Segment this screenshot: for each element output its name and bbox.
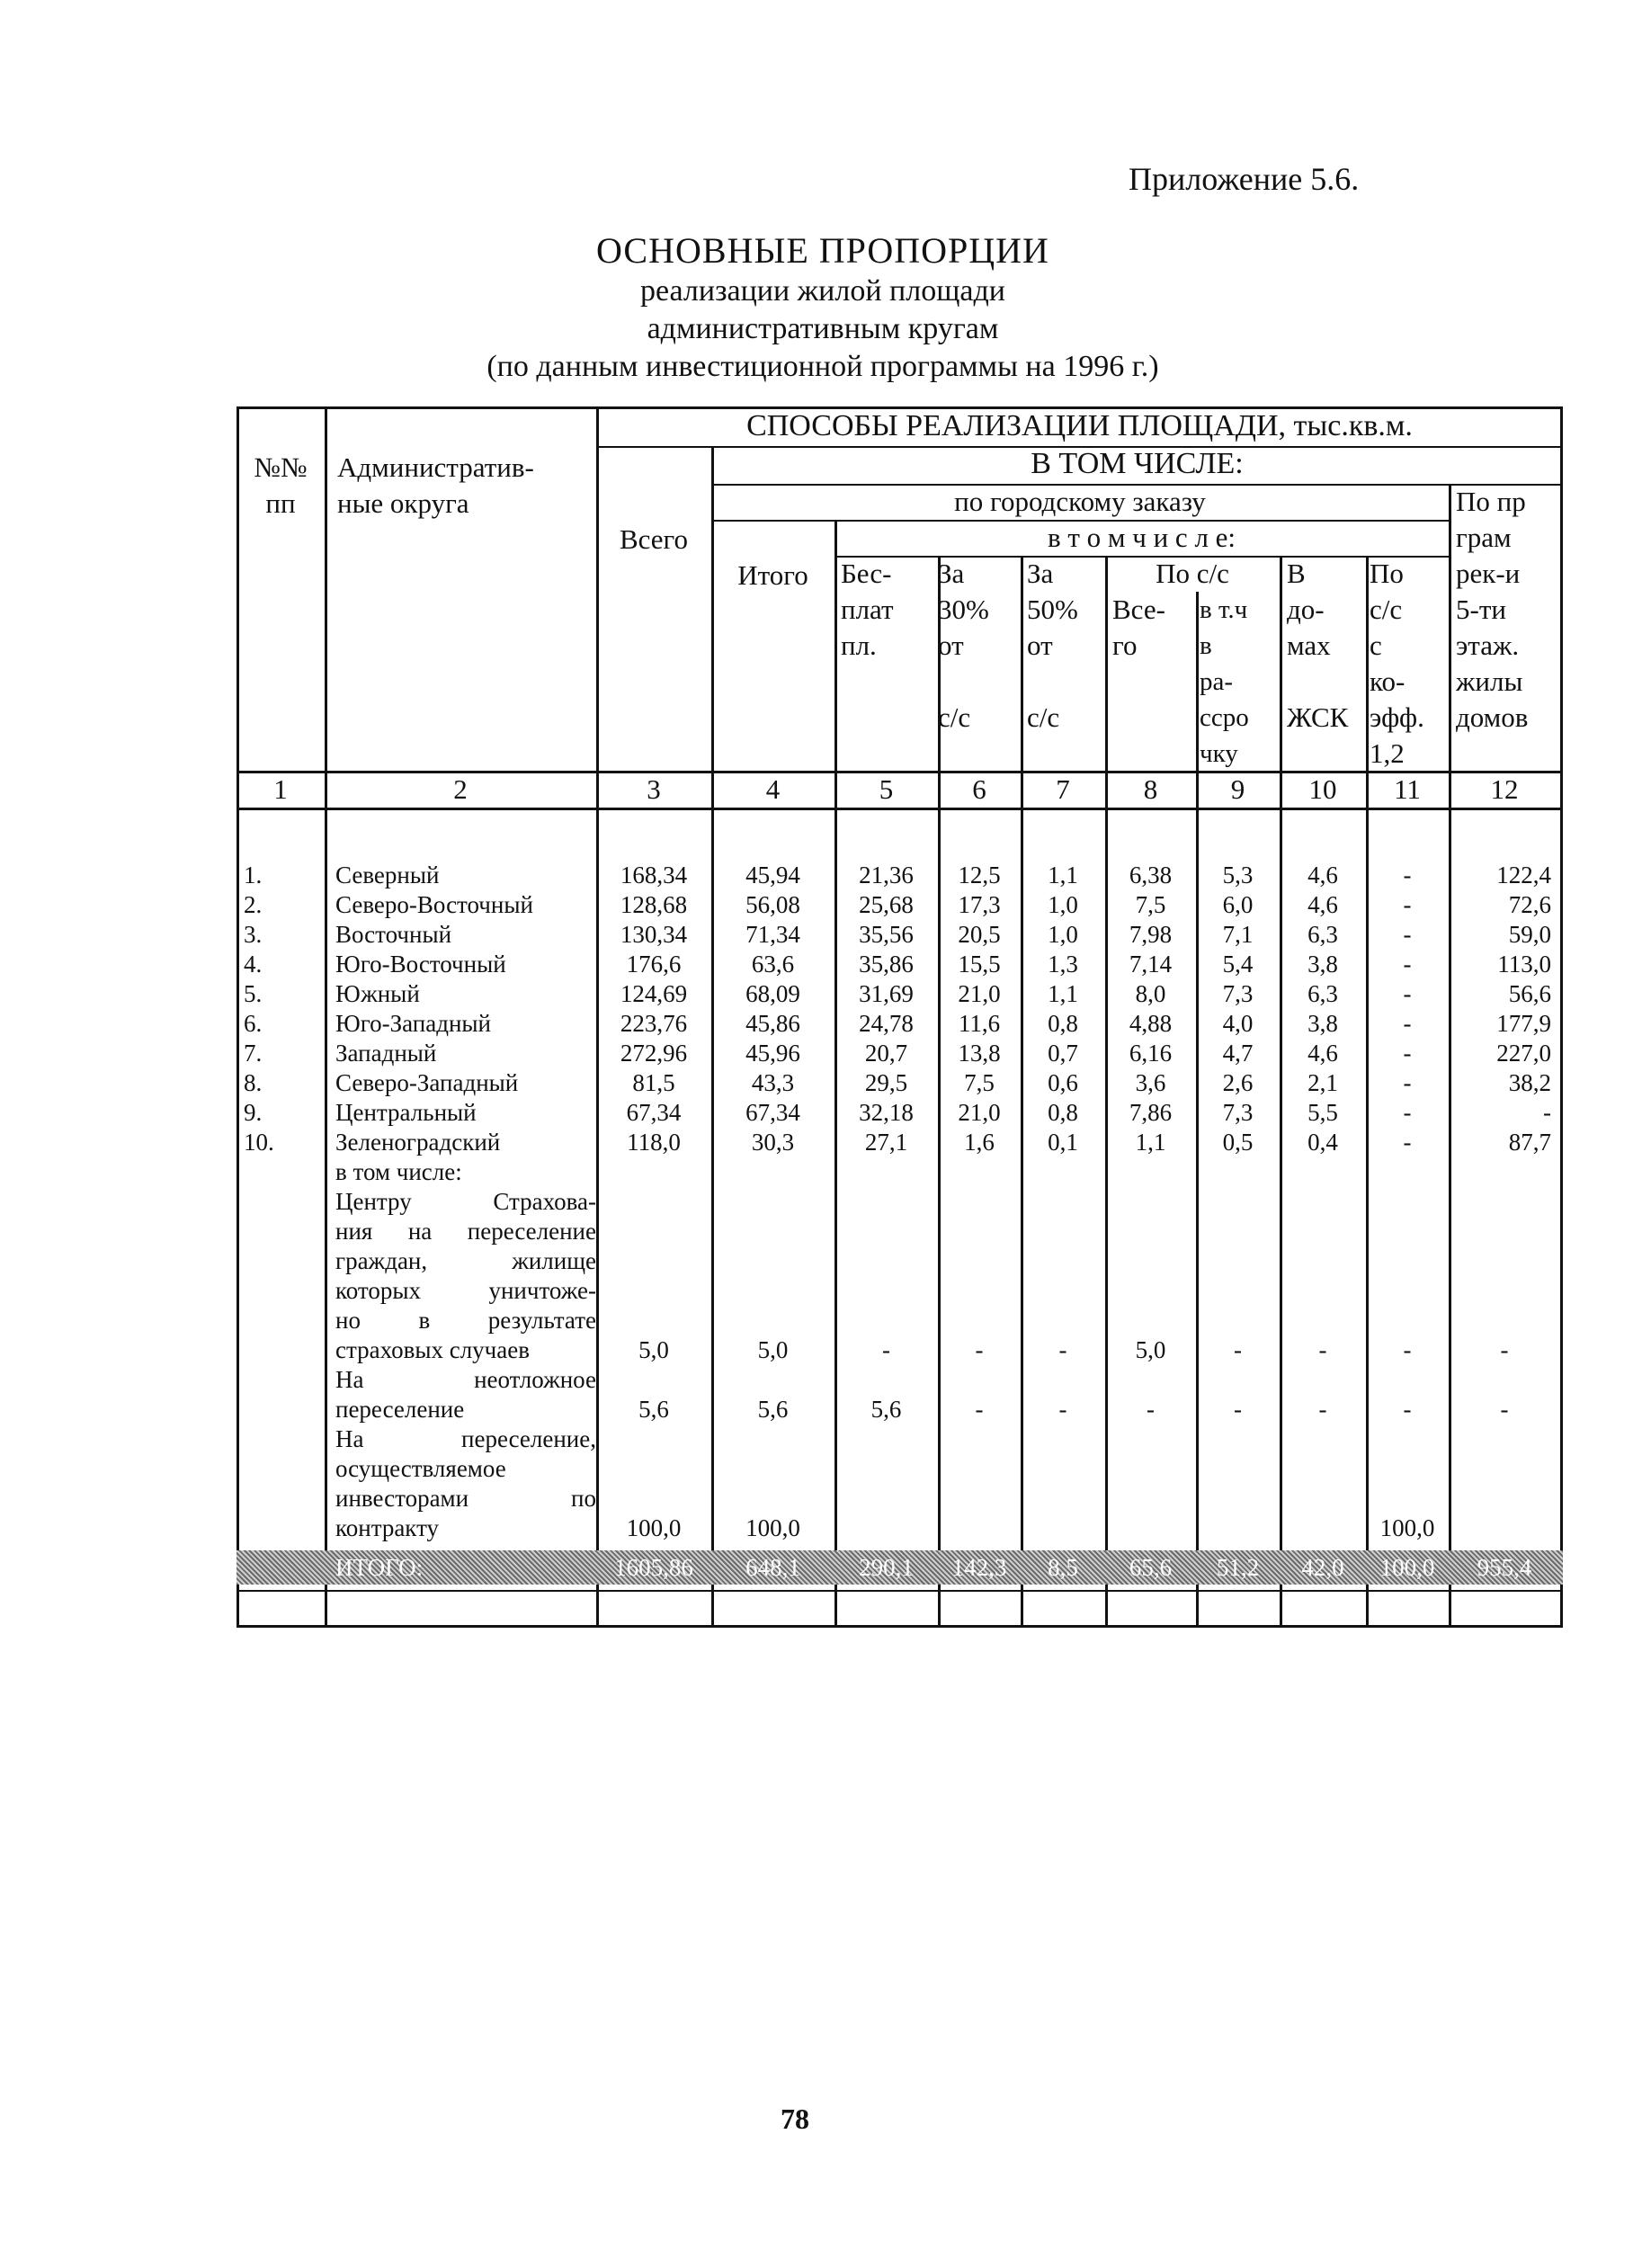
value-cell: 1,1	[1135, 1129, 1166, 1156]
value-cell: 118,0	[627, 1129, 681, 1156]
value-cell: 2,1	[1307, 1069, 1338, 1096]
total-value-cell: 955,4	[1477, 1554, 1532, 1581]
sub-row-line: ния на переселение	[335, 1218, 596, 1245]
district-name: Северо-Восточный	[335, 891, 533, 918]
value-cell: 24,78	[859, 1010, 914, 1037]
column-number-11: 11	[1394, 773, 1421, 805]
district-name: Восточный	[335, 921, 452, 948]
value-cell: 168,34	[620, 862, 688, 888]
value-cell: 4,6	[1307, 1040, 1338, 1067]
value-cell: -	[1403, 980, 1412, 1007]
value-cell: 5,0	[1135, 1336, 1166, 1363]
header-zhsk: В до- мах ЖСК	[1287, 558, 1349, 733]
value-cell: 6,3	[1307, 980, 1338, 1007]
value-cell: 21,0	[958, 1099, 1001, 1126]
column-number-9: 9	[1230, 773, 1245, 805]
value-cell: 4,7	[1222, 1040, 1254, 1067]
value-cell: -	[1403, 1069, 1412, 1096]
value-cell: 4,0	[1222, 1010, 1254, 1037]
total-value-cell: 65,6	[1129, 1554, 1173, 1581]
title-line-4: (по данным инвестиционной программы на 1996 г.)	[486, 350, 1159, 383]
table-row	[236, 861, 1563, 890]
table-row	[236, 890, 1563, 920]
sub-row-line: но в результате	[335, 1307, 596, 1334]
total-value-cell: 51,2	[1216, 1554, 1260, 1581]
column-number-8: 8	[1143, 773, 1158, 805]
title-line-3: административным кругам	[647, 312, 999, 345]
header-incl-2: в т о м ч и с л е:	[1047, 522, 1236, 553]
value-cell: 7,98	[1129, 921, 1173, 948]
value-cell: 21,0	[958, 980, 1001, 1007]
header-coef: По с/с с ко- эфф. 1,2	[1370, 558, 1424, 769]
row-number: 8.	[244, 1069, 263, 1096]
value-cell: 2,6	[1222, 1069, 1254, 1096]
value-cell: -	[1234, 1336, 1242, 1363]
value-cell: 5,0	[638, 1336, 669, 1363]
sub-row-values	[236, 1395, 1563, 1424]
district-name: Западный	[335, 1040, 437, 1067]
title-main: ОСНОВНЫЕ ПРОПОРЦИИ	[596, 230, 1049, 271]
header-city-order: по городскому заказу	[954, 486, 1206, 517]
value-cell: 20,7	[864, 1040, 908, 1067]
value-cell: -	[1403, 1336, 1412, 1363]
column-number-10: 10	[1308, 773, 1337, 805]
value-cell: -	[1058, 1336, 1067, 1363]
value-cell: 5,0	[757, 1336, 789, 1363]
value-cell: 5,6	[638, 1396, 669, 1423]
value-cell: 32,18	[859, 1099, 914, 1126]
value-cell: -	[1058, 1396, 1067, 1423]
value-cell: -	[1500, 1396, 1509, 1423]
value-cell: 3,8	[1307, 1010, 1338, 1037]
value-cell: 27,1	[864, 1129, 908, 1156]
value-cell: 20,5	[958, 921, 1001, 948]
value-cell: 67,34	[626, 1099, 682, 1126]
appendix-label: Приложение 5.6.	[1129, 161, 1360, 197]
value-cell: 6,38	[1129, 862, 1173, 888]
total-label: ИТОГО:	[335, 1554, 424, 1581]
value-cell: 0,6	[1048, 1069, 1078, 1096]
value-cell: 72,6	[1508, 891, 1551, 918]
value-cell: 113,0	[1497, 951, 1551, 978]
value-cell: 7,14	[1129, 951, 1173, 978]
row-number: 9.	[244, 1099, 263, 1126]
table-row	[236, 1039, 1563, 1068]
value-cell: 21,36	[859, 862, 914, 888]
value-cell: -	[1403, 1129, 1412, 1156]
value-cell: 7,1	[1222, 921, 1254, 948]
value-cell: -	[1403, 921, 1412, 948]
value-cell: 3,8	[1307, 951, 1338, 978]
value-cell: 0,7	[1048, 1040, 1078, 1067]
number-row-border	[236, 808, 1563, 810]
column-number-1: 1	[273, 773, 288, 805]
value-cell: 5,4	[1222, 951, 1254, 978]
value-cell: 12,5	[958, 862, 1001, 888]
value-cell: -	[975, 1336, 984, 1363]
value-cell: -	[1543, 1099, 1551, 1126]
value-cell: 124,69	[620, 980, 688, 1007]
header-col-no: №№ пп	[254, 451, 308, 519]
value-cell: 31,69	[859, 980, 914, 1007]
value-cell: 4,88	[1129, 1010, 1173, 1037]
sub-row-values	[236, 1335, 1563, 1365]
table-row	[236, 920, 1563, 950]
value-cell: 15,5	[958, 951, 1001, 978]
value-cell: 0,1	[1048, 1129, 1078, 1156]
row-number: 4.	[244, 951, 263, 978]
value-cell: 87,7	[1508, 1129, 1551, 1156]
header-p30: За 30% от с/с	[938, 558, 989, 733]
value-cell: 0,5	[1222, 1129, 1254, 1156]
header-by-cost-all: Все- го	[1112, 594, 1165, 661]
value-cell: 4,6	[1307, 891, 1338, 918]
value-cell: 45,96	[745, 1040, 800, 1067]
sub-row-line: Центру Страхова-	[335, 1188, 596, 1215]
value-cell: 4,6	[1307, 862, 1338, 888]
district-name: Юго-Восточный	[335, 951, 506, 978]
sub-row-line: переселение	[335, 1396, 465, 1423]
value-cell: 43,3	[751, 1069, 795, 1096]
header-free: Бес- плат пл.	[841, 558, 894, 661]
table-row	[236, 979, 1563, 1009]
value-cell: 13,8	[958, 1040, 1001, 1067]
value-cell: 1,6	[964, 1129, 995, 1156]
value-cell: 0,4	[1307, 1129, 1338, 1156]
header-col-district: Административ- ные округа	[337, 451, 534, 519]
total-value-cell: 100,0	[1379, 1554, 1435, 1581]
value-cell: 45,94	[745, 862, 800, 888]
row-number: 6.	[244, 1010, 263, 1037]
header-p50: За 50% от с/с	[1027, 558, 1078, 733]
sub-row-line: На переселение,	[335, 1425, 596, 1452]
value-cell: 177,9	[1496, 1010, 1551, 1037]
sub-row-line: страховых случаев	[335, 1336, 530, 1363]
sub-label: в том числе:	[335, 1158, 462, 1185]
value-cell: 1,3	[1048, 951, 1078, 978]
value-cell: 7,3	[1222, 980, 1254, 1007]
value-cell: 7,86	[1129, 1099, 1173, 1126]
value-cell: 6,0	[1222, 891, 1254, 918]
value-cell: 1,0	[1048, 891, 1078, 918]
sub-row-line: которых уничтоже-	[335, 1277, 596, 1304]
value-cell: 11,6	[958, 1010, 1001, 1037]
value-cell: 6,3	[1307, 921, 1338, 948]
table-row	[236, 1009, 1563, 1039]
value-cell: 128,68	[620, 891, 688, 918]
column-number-5: 5	[879, 773, 894, 805]
value-cell: 8,0	[1135, 980, 1166, 1007]
column-number-3: 3	[647, 773, 661, 805]
table-bottom-border	[236, 1625, 1563, 1628]
row-number: 5.	[244, 980, 263, 1007]
total-value-cell: 648,1	[745, 1554, 800, 1581]
value-cell: 176,6	[626, 951, 682, 978]
sub-row-line: осуществляемое	[335, 1455, 506, 1482]
table-row	[236, 1128, 1563, 1157]
title-line-2: реализации жилой площади	[640, 274, 1005, 308]
district-name: Юго-Западный	[335, 1010, 492, 1037]
row-number: 7.	[244, 1040, 263, 1067]
total-bottom-border	[236, 1590, 1563, 1592]
value-cell: 6,16	[1129, 1040, 1173, 1067]
value-cell: 227,0	[1496, 1040, 1551, 1067]
value-cell: 7,3	[1222, 1099, 1254, 1126]
value-cell: 100,0	[745, 1514, 800, 1541]
value-cell: -	[975, 1396, 984, 1423]
total-value-cell: 1605,86	[614, 1554, 693, 1581]
value-cell: -	[1403, 1099, 1412, 1126]
total-value-cell: 42,0	[1301, 1554, 1344, 1581]
sub-row-line: инвесторами по	[335, 1485, 596, 1512]
row-number: 10.	[244, 1129, 274, 1156]
value-cell: 100,0	[626, 1514, 682, 1541]
value-cell: -	[1318, 1396, 1327, 1423]
district-name: Центральный	[335, 1099, 477, 1126]
total-value-cell: 8,5	[1048, 1554, 1078, 1581]
data-table	[236, 406, 1563, 1630]
value-cell: -	[1318, 1336, 1327, 1363]
value-cell: 59,0	[1508, 921, 1551, 948]
column-number-2: 2	[453, 773, 468, 805]
value-cell: -	[1403, 862, 1412, 888]
page-number: 78	[781, 2103, 809, 2135]
header-group-title: СПОСОБЫ РЕАЛИЗАЦИИ ПЛОЩАДИ, тыс.кв.м.	[746, 409, 1413, 442]
column-number-7: 7	[1056, 773, 1070, 805]
value-cell: -	[1403, 1396, 1412, 1423]
value-cell: 71,34	[745, 921, 800, 948]
title-block	[351, 229, 1295, 386]
sub-row-line: граждан, жилище	[335, 1247, 596, 1274]
value-cell: 1,1	[1048, 980, 1078, 1007]
value-cell: 5,5	[1307, 1099, 1338, 1126]
header-by-cost: По с/с	[1156, 558, 1229, 589]
value-cell: 38,2	[1508, 1069, 1551, 1096]
value-cell: 1,1	[1048, 862, 1078, 888]
value-cell: 25,68	[859, 891, 914, 918]
value-cell: 122,4	[1496, 862, 1551, 888]
value-cell: -	[1234, 1396, 1242, 1423]
value-cell: 5,6	[870, 1396, 902, 1423]
header-itogo: Итого	[737, 559, 808, 591]
value-cell: 130,34	[620, 921, 688, 948]
row-number: 1.	[244, 862, 263, 888]
total-value-cell: 142,3	[951, 1554, 1007, 1581]
header-total: Всего	[619, 523, 689, 555]
column-number-4: 4	[765, 773, 781, 805]
value-cell: 81,5	[632, 1069, 675, 1096]
value-cell: -	[1403, 1040, 1412, 1067]
value-cell: 7,5	[1135, 891, 1166, 918]
row-number: 3.	[244, 921, 263, 948]
value-cell: -	[1500, 1336, 1509, 1363]
row-number: 2.	[244, 891, 263, 918]
value-cell: 0,8	[1048, 1099, 1078, 1126]
value-cell: 17,3	[958, 891, 1001, 918]
district-name: Северный	[335, 862, 440, 888]
table-row	[236, 950, 1563, 979]
value-cell: -	[882, 1336, 890, 1363]
value-cell: 5,6	[757, 1396, 789, 1423]
district-name: Южный	[335, 980, 420, 1007]
value-cell: 223,76	[620, 1010, 688, 1037]
value-cell: 272,96	[620, 1040, 688, 1067]
header-program: По пр грам рек-и 5-ти этаж. жилы домов	[1456, 486, 1529, 733]
district-name: Зеленоградский	[335, 1129, 501, 1156]
column-number-12: 12	[1490, 773, 1519, 805]
value-cell: 100,0	[1379, 1514, 1435, 1541]
table-row	[236, 1068, 1563, 1098]
value-cell: 45,86	[745, 1010, 800, 1037]
value-cell: 0,8	[1048, 1010, 1078, 1037]
value-cell: -	[1403, 891, 1412, 918]
value-cell: 29,5	[864, 1069, 908, 1096]
value-cell: 30,3	[751, 1129, 795, 1156]
value-cell: 5,3	[1222, 862, 1254, 888]
value-cell: 35,56	[859, 921, 914, 948]
value-cell: -	[1403, 1010, 1412, 1037]
value-cell: 63,6	[751, 951, 795, 978]
value-cell: 3,6	[1135, 1069, 1166, 1096]
value-cell: 67,34	[745, 1099, 800, 1126]
header-installment: в т.ч в ра- ссро чку	[1200, 595, 1249, 768]
table-row	[236, 1098, 1563, 1128]
sub-row-line: контракту	[335, 1514, 440, 1541]
value-cell: 1,0	[1048, 921, 1078, 948]
value-cell: 35,86	[859, 951, 914, 978]
value-cell: 56,08	[745, 891, 800, 918]
total-value-cell: 290,1	[859, 1554, 914, 1581]
header-incl: В ТОМ ЧИСЛЕ:	[1031, 447, 1244, 480]
value-cell: 56,6	[1508, 980, 1551, 1007]
value-cell: 68,09	[745, 980, 800, 1007]
value-cell: -	[1147, 1396, 1155, 1423]
sub-row-values	[236, 1513, 1563, 1543]
column-number-6: 6	[972, 773, 986, 805]
sub-row-line: На неотложное	[335, 1366, 596, 1393]
value-cell: -	[1403, 951, 1412, 978]
district-name: Северо-Западный	[335, 1069, 519, 1096]
value-cell: 7,5	[964, 1069, 995, 1096]
